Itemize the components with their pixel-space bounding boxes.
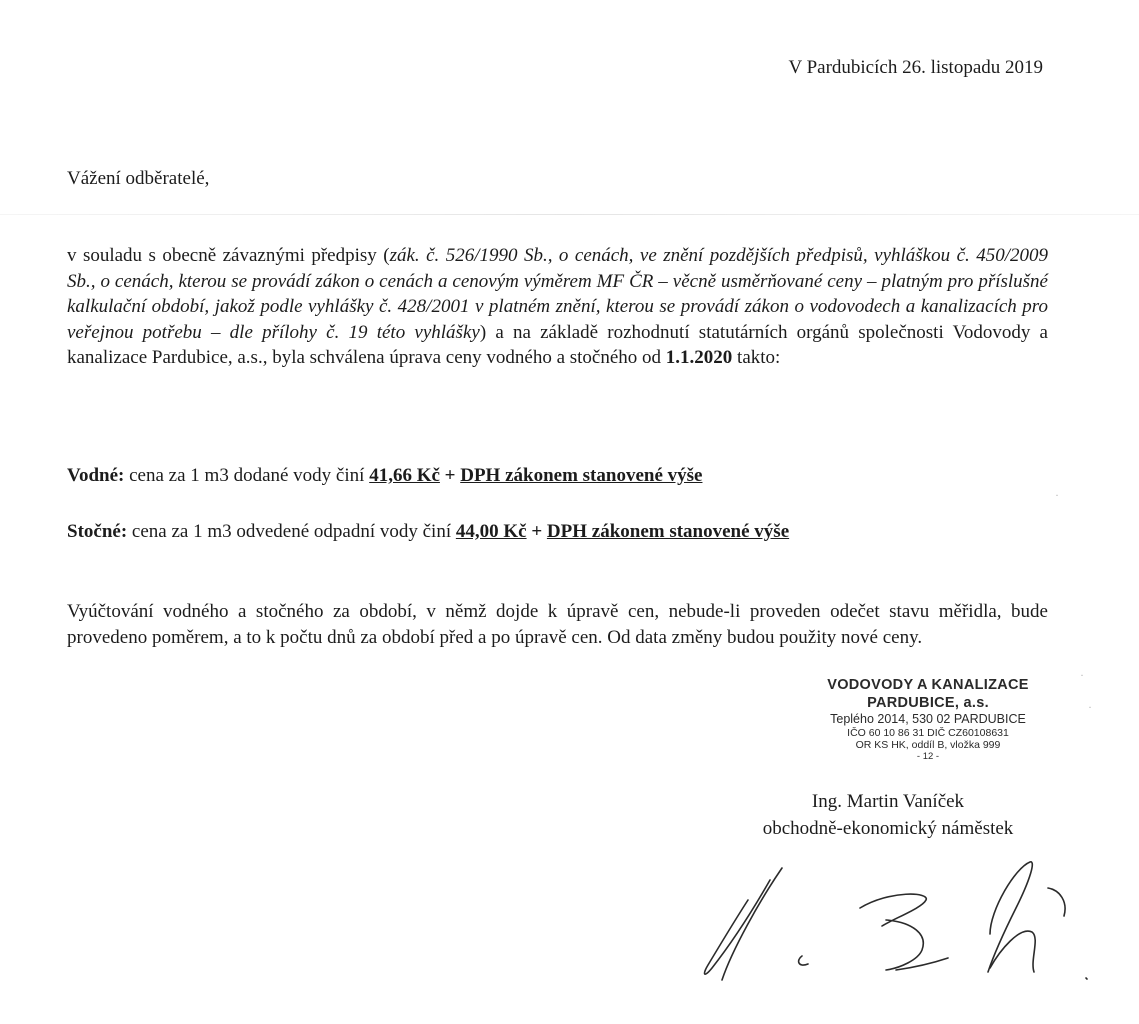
- billing-note: Vyúčtování vodného a stočného za období, v němž dojde k úpravě cen, nebude-li proveden odečet stavu měřidla, bude provedeno poměrem, a to k počtu dnů za období před a po úpravě cen. Od data změny budou použity nové ceny.: [67, 601, 1048, 648]
- scan-speck: ·: [1080, 668, 1084, 682]
- signatory-title: obchodně-ekonomický náměstek: [762, 818, 1014, 839]
- price-amount: 44,00 Kč: [455, 521, 527, 542]
- price-text: cena za 1 m3 dodané vody činí: [124, 465, 370, 486]
- scan-speck: ·: [1088, 700, 1092, 714]
- price-vat: DPH zákonem stanovené výše: [546, 521, 790, 542]
- scan-speck: ·: [1055, 488, 1059, 502]
- stamp-company-city: PARDUBICE, a.s.: [867, 695, 989, 711]
- handwritten-signature: [690, 860, 1110, 1000]
- signatory-name: Ing. Martin Vaníček: [811, 791, 965, 812]
- salutation: Vážení odběratelé,: [67, 168, 210, 189]
- price-amount: 41,66 Kč: [369, 465, 440, 486]
- stamp-tax-ids: IČO 60 10 86 31 DIČ CZ60108631: [847, 727, 1009, 739]
- intro-mid: ) a na základě rozhodnutí statutárních orgánů společnosti Vodovody a kanalizace Pardubice, a.s., byla schválena úprava ceny vodného a stočného od: [67, 321, 1048, 368]
- price-sewage: [67, 521, 789, 543]
- price-plus: +: [439, 465, 461, 486]
- effective-date: 1.1.2020: [665, 347, 733, 368]
- signatory-block: [700, 788, 1076, 842]
- letter-date: V Pardubicích 26. listopadu 2019: [788, 57, 1043, 78]
- price-label: Vodné:: [67, 465, 125, 486]
- price-plus: +: [526, 521, 547, 542]
- stamp-number: - 12 -: [916, 751, 940, 762]
- stamp-company-name: VODOVODY A KANALIZACE: [827, 677, 1029, 693]
- price-label: Stočné:: [67, 521, 128, 542]
- stamp-address: Teplého 2014, 530 02 PARDUBICE: [830, 712, 1026, 726]
- price-text: cena za 1 m3 odvedené odpadní vody činí: [127, 521, 456, 542]
- company-stamp: [738, 676, 1118, 762]
- scan-fold-line: [0, 214, 1139, 215]
- legal-references: zák. č. 526/1990 Sb., o cenách, ve znění pozdějších předpisů, vyhláškou č. 450/2009 Sb., o cenách, kterou se provádí zákon o cenách a cenovým výměrem MF ČR – věcně usměrňované ceny – platným pro příslušné kalkulační období, jakož podle vyhlášky č. 428/2001 v platném znění, kterou se provádí zákon o vodovodech a kanalizacích pro veřejnou potřebu – dle přílohy č. 19 této vyhlášky: [67, 245, 1048, 343]
- stamp-registry: OR KS HK, oddíl B, vložka 999: [855, 739, 1001, 751]
- price-water-supply: [67, 465, 702, 487]
- price-vat: DPH zákonem stanovené výše: [460, 465, 703, 486]
- intro-tail: takto:: [732, 347, 781, 368]
- intro-lead: v souladu s obecně závaznými předpisy (: [67, 245, 390, 266]
- intro-paragraph: [67, 243, 1048, 371]
